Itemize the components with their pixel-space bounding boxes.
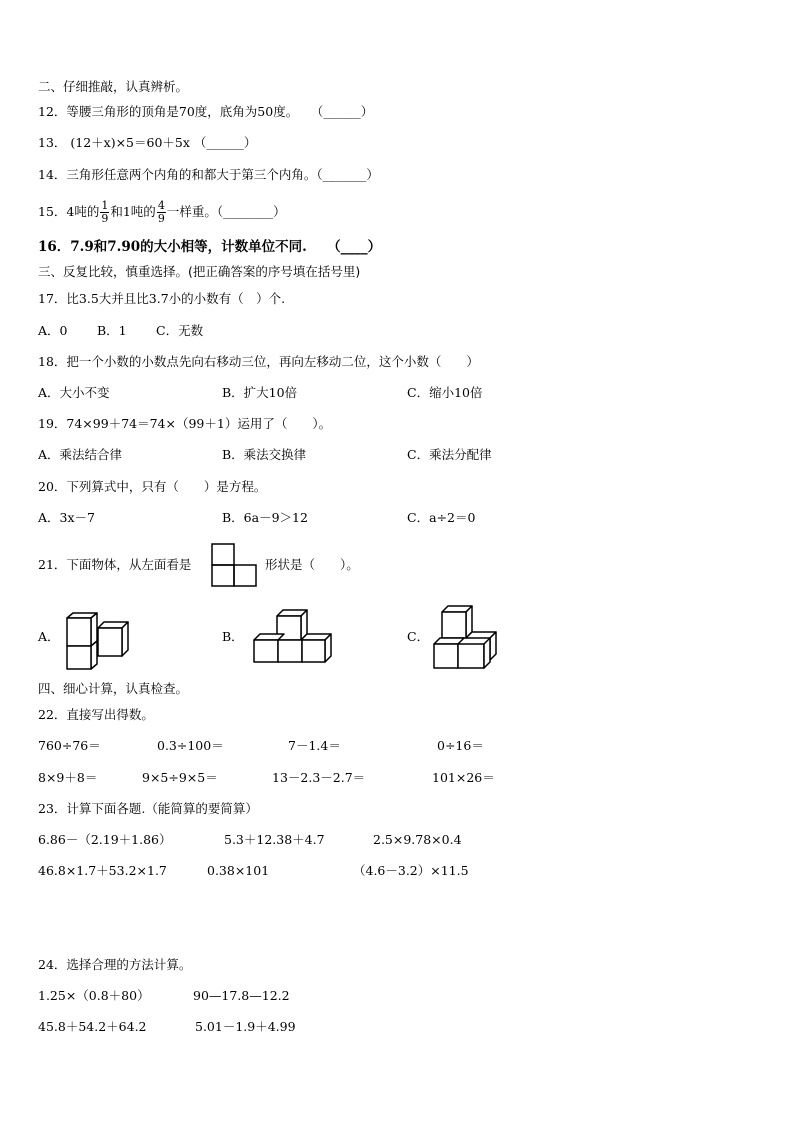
calc-item: 46.8×1.7＋53.2×1.7 xyxy=(38,863,167,878)
calc-item: 6.86－（2.19＋1.86） xyxy=(38,832,172,847)
question-12: 12．等腰三角形的顶角是70度，底角为50度。 （______） xyxy=(38,104,374,119)
question-19-option-c: C．乘法分配律 xyxy=(407,447,492,462)
question-20-option-c: C．a÷2＝0 xyxy=(407,510,476,525)
question-21-option-b: B． xyxy=(222,629,244,644)
question-19-option-a: A．乘法结合律 xyxy=(38,447,123,462)
calc-item: 0.3÷100＝ xyxy=(157,738,224,753)
question-20-option-a: A．3x－7 xyxy=(38,510,95,525)
question-22-stem: 22．直接写出得数。 xyxy=(38,707,154,722)
question-17-option-c: C．无数 xyxy=(156,323,204,338)
calc-item: 760÷76＝ xyxy=(38,738,101,753)
fraction-four-ninths xyxy=(157,200,166,225)
calc-item: 0.38×101 xyxy=(207,863,270,878)
question-20-stem: 20．下列算式中，只有（ ）是方程。 xyxy=(38,479,267,494)
left-view-shape-figure xyxy=(211,543,257,587)
calc-item: 5.01－1.9＋4.99 xyxy=(195,1019,296,1034)
option-c-cubes-figure xyxy=(432,604,500,670)
question-15 xyxy=(38,200,286,225)
question-23-stem: 23．计算下面各题.（能简算的要简算） xyxy=(38,801,258,816)
question-18-option-b: B．扩大10倍 xyxy=(222,385,298,400)
question-20-option-b: B．6a－9＞12 xyxy=(222,510,308,525)
question-17-option-a: A．0 xyxy=(38,323,68,338)
option-b-cubes-figure xyxy=(252,608,334,664)
question-24-stem: 24．选择合理的方法计算。 xyxy=(38,957,192,972)
fraction-denominator: 9 xyxy=(101,212,109,225)
question-21-stem-b: 形状是（ ）。 xyxy=(265,557,359,572)
calc-item: 8×9＋8＝ xyxy=(38,770,98,785)
question-21-option-a: A． xyxy=(38,629,60,644)
question-13: 13． (12＋x)×5＝60＋5x （______） xyxy=(38,135,257,150)
calc-item: 2.5×9.78×0.4 xyxy=(373,832,462,847)
fraction-one-ninth xyxy=(100,200,109,225)
fraction-numerator: 1 xyxy=(101,199,109,212)
calc-item: 101×26＝ xyxy=(432,770,495,785)
calc-item: 0÷16＝ xyxy=(437,738,484,753)
calc-item: 9×5÷9×5＝ xyxy=(142,770,218,785)
question-21-stem-a: 21．下面物体，从左面看是 xyxy=(38,557,192,572)
question-19-stem: 19．74×99＋74＝74×（99＋1）运用了（ ）。 xyxy=(38,416,332,431)
calc-item: 1.25×（0.8＋80） xyxy=(38,988,150,1003)
question-21-option-c: C． xyxy=(407,629,430,644)
question-17-option-b: B．1 xyxy=(97,323,127,338)
calc-item: 13－2.3－2.7＝ xyxy=(272,770,366,785)
calc-item: 5.3＋12.38＋4.7 xyxy=(224,832,325,847)
section-four-heading: 四、细心计算，认真检查。 xyxy=(38,681,189,696)
question-15-part-b: 和1吨的 xyxy=(110,204,156,219)
calc-item: 90—17.8—12.2 xyxy=(193,988,290,1003)
question-18-option-c: C．缩小10倍 xyxy=(407,385,483,400)
section-two-heading: 二、仔细推敲，认真辨析。 xyxy=(38,79,189,94)
fraction-denominator: 9 xyxy=(157,212,165,225)
section-three-heading: 三、反复比较，慎重选择。(把正确答案的序号填在括号里) xyxy=(38,264,361,279)
question-15-part-c: 一样重。（________） xyxy=(166,204,286,219)
question-15-part-a: 15．4吨的 xyxy=(38,204,100,219)
question-19-option-b: B．乘法交换律 xyxy=(222,447,307,462)
question-16: 16．7.9和7.90的大小相等，计数单位不同. （____） xyxy=(38,239,382,255)
fraction-numerator: 4 xyxy=(157,199,165,212)
question-18-option-a: A．大小不变 xyxy=(38,385,110,400)
calc-item: 7－1.4＝ xyxy=(288,738,341,753)
question-18-stem: 18．把一个小数的小数点先向右移动三位，再向左移动二位，这个小数（ ） xyxy=(38,354,479,369)
calc-item: 45.8＋54.2＋64.2 xyxy=(38,1019,147,1034)
calc-item: （4.6－3.2）×11.5 xyxy=(353,863,469,878)
option-a-cubes-figure xyxy=(64,612,132,670)
question-14: 14．三角形任意两个内角的和都大于第三个内角。（_______） xyxy=(38,167,379,182)
question-17-stem: 17．比3.5大并且比3.7小的小数有（ ）个. xyxy=(38,291,286,306)
